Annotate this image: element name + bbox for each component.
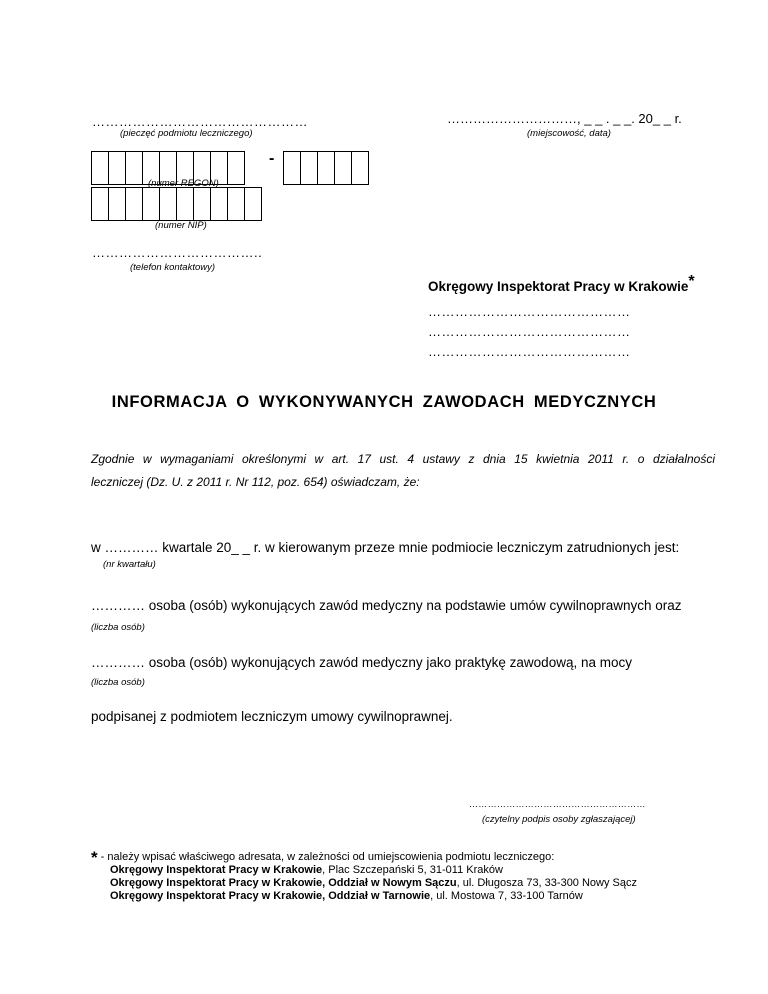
footnote-item-name: Okręgowy Inspektorat Pracy w Krakowie: [110, 890, 323, 902]
civil-contracts-caption: (liczba osób): [91, 622, 145, 633]
footnote-item-address: , Plac Szczepański 5, 31-011 Kraków: [322, 864, 503, 876]
footnote-star: *: [91, 848, 98, 867]
stamp-field[interactable]: …………………………………………: [92, 114, 308, 129]
practice-line[interactable]: ………… osoba (osób) wykonujących zawód medyczny jako praktykę zawodową, na mocy: [91, 655, 632, 670]
footnote-item-tarnow: [110, 890, 583, 902]
addressee-name: [428, 273, 695, 296]
footnote-intro-text: - należy wpisać właściwego adresata, w zależności od umiejscowienia podmiotu leczniczego:: [97, 851, 555, 863]
intro-line-2: leczniczej (Dz. U. z 2011 r. Nr 112, poz. 654) oświadczam, że:: [91, 475, 420, 489]
nip-digit-box[interactable]: [210, 187, 228, 221]
practice-caption: (liczba osób): [91, 677, 145, 688]
regon-digit-box[interactable]: [108, 151, 126, 185]
footnote-item-address: , ul. Mostowa 7, 33-100 Tarnów: [430, 890, 583, 902]
regon-digit-box[interactable]: [125, 151, 143, 185]
regon-caption: (numer REGON): [148, 178, 219, 189]
closing-line: podpisanej z podmiotem leczniczym umowy cywilnoprawnej.: [91, 709, 453, 724]
nip-digit-box[interactable]: [193, 187, 211, 221]
nip-digit-box[interactable]: [176, 187, 194, 221]
place-date-caption: (miejscowość, data): [527, 128, 611, 139]
footnote-item-name: Okręgowy Inspektorat Pracy w Krakowie: [110, 877, 323, 889]
addressee-line-3[interactable]: ………………………………………: [428, 344, 631, 359]
nip-digit-box[interactable]: [159, 187, 177, 221]
footnote-item-branch: , Oddział w Nowym Sączu: [322, 877, 457, 889]
footnote-intro: [91, 845, 554, 865]
intro-line-1: Zgodnie w wymaganiami określonymi w art. 17 ust. 4 ustawy z dnia 15 kwietnia 2011 r. o działalności: [91, 452, 715, 466]
footnote-item-krakow: [110, 864, 503, 876]
nip-digit-box[interactable]: [125, 187, 143, 221]
signature-caption: (czytelny podpis osoby zgłaszającej): [482, 814, 636, 825]
regon-digit-box[interactable]: [300, 151, 318, 185]
civil-contracts-line[interactable]: ………… osoba (osób) wykonujących zawód medyczny na podstawie umów cywilnoprawnych oraz: [91, 598, 682, 613]
phone-caption: (telefon kontaktowy): [130, 262, 216, 273]
quarter-line[interactable]: w ………… kwartale 20_ _ r. w kierowanym przeze mnie podmiocie leczniczym zatrudnionych jest:: [91, 540, 680, 555]
addressee-star: *: [688, 273, 695, 290]
place-date-field[interactable]: …………………………, _ _ . _ _. 20_ _ r.: [447, 111, 682, 126]
regon-separator: -: [269, 150, 275, 167]
quarter-caption: (nr kwartału): [103, 559, 156, 570]
footnote-item-nowy-sacz: [110, 877, 637, 889]
nip-digit-box[interactable]: [91, 187, 109, 221]
footnote-item-branch: , Oddział w Tarnowie: [322, 890, 431, 902]
nip-caption: (numer NIP): [155, 220, 207, 231]
nip-digit-box[interactable]: [142, 187, 160, 221]
stamp-caption: (pieczęć podmiotu leczniczego): [120, 128, 253, 139]
regon-digit-box[interactable]: [227, 151, 245, 185]
addressee-line-2[interactable]: ………………………………………: [428, 324, 631, 339]
regon-digit-box[interactable]: [351, 151, 369, 185]
addressee-name-text: Okręgowy Inspektorat Pracy w Krakowie: [428, 279, 689, 294]
regon-digit-box[interactable]: [91, 151, 109, 185]
nip-boxes[interactable]: [91, 187, 261, 221]
nip-digit-box[interactable]: [108, 187, 126, 221]
regon-boxes-part2[interactable]: [283, 151, 368, 185]
document-title: INFORMACJA O WYKONYWANYCH ZAWODACH MEDYCZNYCH: [111, 393, 657, 411]
regon-digit-box[interactable]: [334, 151, 352, 185]
nip-digit-box[interactable]: [227, 187, 245, 221]
addressee-line-1[interactable]: ………………………………………: [428, 304, 631, 319]
regon-digit-box[interactable]: [317, 151, 335, 185]
phone-field[interactable]: ………………………………..: [92, 245, 263, 260]
regon-digit-box[interactable]: [283, 151, 301, 185]
footnote-item-name: Okręgowy Inspektorat Pracy w Krakowie: [110, 864, 323, 876]
signature-field[interactable]: …………………………………………………: [469, 799, 646, 809]
nip-digit-box[interactable]: [244, 187, 262, 221]
footnote-item-address: , ul. Długosza 73, 33-300 Nowy Sącz: [456, 877, 637, 889]
